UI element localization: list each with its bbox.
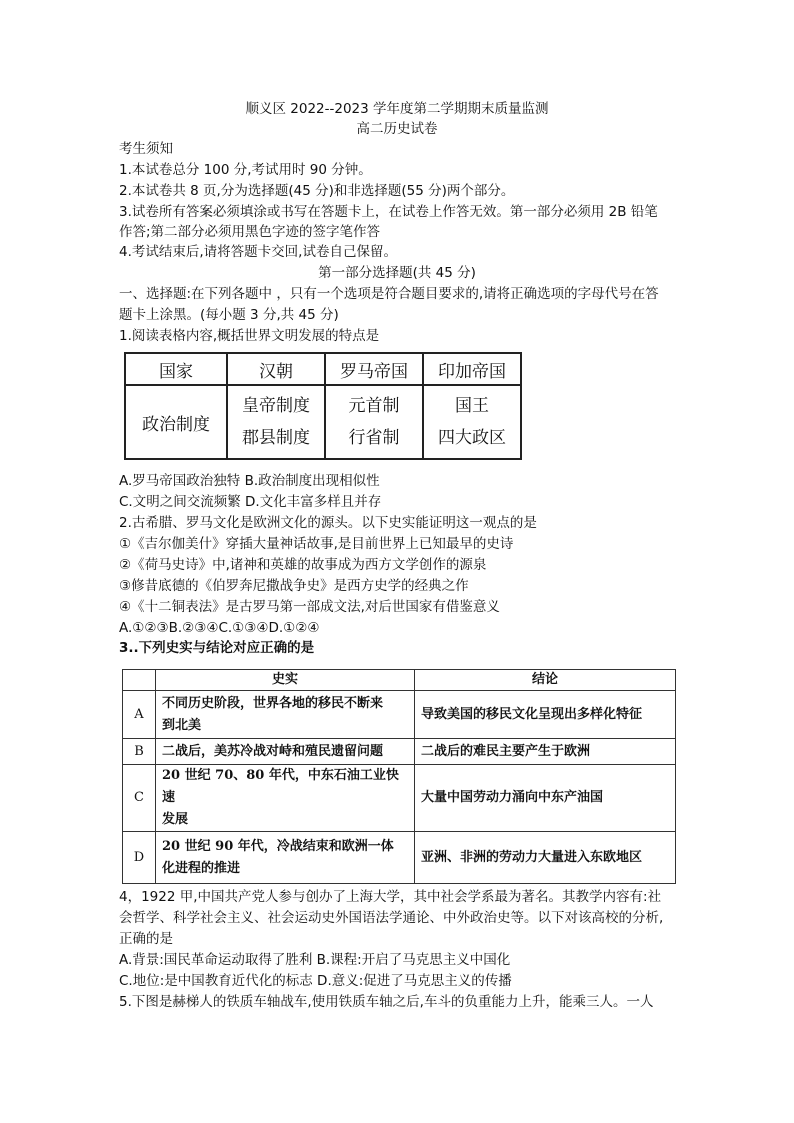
q4-options-2: C.地位:是中国教育近代化的标志 D.意义:促进了马克思主义的传播: [119, 973, 512, 989]
q2-stem: 2.古希腊、罗马文化是欧洲文化的源头。以下史实能证明这一观点的是: [119, 515, 537, 531]
q1-stem: 1.阅读表格内容,概括世界文明发展的特点是: [119, 328, 380, 344]
part1-instruction-1: 一、选择题:在下列各题中 ，只有一个选项是符合题目要求的,请将正确选项的字母代号在答: [119, 286, 659, 302]
q2-item-4: ④《十二铜表法》是古罗马第一部成文法,对后世国家有借鉴意义: [119, 599, 500, 615]
q1-rome-cell: [325, 385, 423, 459]
q1-table: [124, 352, 522, 460]
q3-row-c-fact-2: 发展: [162, 812, 189, 827]
q1-inca-system-2: 四大政区: [438, 428, 506, 448]
q3-row-d-fact: [156, 832, 415, 884]
q1-inca-cell: [423, 385, 521, 459]
q1-header-country: 国家: [125, 353, 227, 385]
q3-row-a-fact-1: 不同历史阶段，世界各地的移民不断来: [162, 695, 384, 711]
q1-header-rome: 罗马帝国: [325, 353, 423, 385]
q2-options: A.①②③B.②③④C.①③④D.①②④: [119, 620, 320, 636]
notice-item-1: 1.本试卷总分 100 分,考试用时 90 分钟。: [119, 162, 372, 178]
q3-row-b-key: B: [123, 739, 156, 765]
q1-rome-system-1: 元首制: [348, 396, 400, 416]
q3-row-d-fact-1: 20 世纪 90 年代，冷战结束和欧洲一体: [162, 838, 394, 854]
q3-row-d-key: D: [123, 832, 156, 884]
q3-row-c-fact: [156, 765, 415, 832]
notice-item-3-cont: 作答;第二部分必须用黑色字迹的签字笔作答: [119, 224, 381, 240]
part1-title: 第一部分选择题(共 45 分): [318, 265, 476, 281]
q3-row-a-fact: [156, 691, 415, 739]
notice-item-3: 3.试卷所有答案必须填涂或书写在答题卡上，在试卷上作答无效。第一部分必须用 2B 铅笔: [119, 204, 658, 220]
q1-header-inca: 印加帝国: [423, 353, 521, 385]
q1-inca-system-1: 国王: [455, 396, 489, 416]
q3-row-c-conclusion: 大量中国劳动力涌向中东产油国: [415, 765, 676, 832]
q1-header-han: 汉朝: [227, 353, 325, 385]
q3-row-b-fact: 二战后，美苏冷战对峙和殖民遗留问题: [156, 739, 415, 765]
q1-han-system-2: 郡县制度: [242, 428, 310, 448]
notice-item-2: 2.本试卷共 8 页,分为选择题(45 分)和非选择题(55 分)两个部分。: [119, 183, 515, 199]
q1-rome-system-2: 行省制: [348, 428, 400, 448]
q3-header-key: [123, 670, 156, 691]
q1-options-2: C.文明之间交流频繁 D.文化丰富多样且并存: [119, 494, 382, 510]
q3-header-conclusion: 结论: [415, 670, 676, 691]
q4-line-3: 正确的是: [119, 931, 173, 947]
q1-han-cell: [227, 385, 325, 459]
q2-item-1: ①《吉尔伽美什》穿插大量神话故事,是目前世界上已知最早的史诗: [119, 536, 514, 552]
exam-title: 顺义区 2022--2023 学年度第二学期期末质量监测: [245, 101, 549, 117]
q4-options-1: A.背景:国民革命运动取得了胜利 B.课程:开启了马克思主义中国化: [119, 952, 511, 968]
q3-row-c-fact-1: 20 世纪 70、80 年代，中东石油工业快速: [162, 768, 399, 805]
q5-line-1: 5.下图是赫梯人的铁质车轴战车,使用铁质车轴之后,车斗的负重能力上升，能乘三人。一人: [119, 994, 654, 1010]
q2-item-2: ②《荷马史诗》中,诸神和英雄的故事成为西方文学创作的源泉: [119, 557, 487, 573]
exam-subtitle: 高二历史试卷: [356, 121, 438, 137]
q3-table: [122, 669, 676, 884]
q3-row-d-fact-2: 化进程的推进: [162, 860, 241, 876]
q2-item-3: ③修昔底德的《伯罗奔尼撒战争史》是西方史学的经典之作: [119, 578, 469, 594]
q3-row-a-fact-2: 到北美: [162, 717, 202, 733]
q1-options-1: A.罗马帝国政治独特 B.政治制度出现相似性: [119, 473, 380, 489]
part1-instruction-2: 题卡上涂黑。(每小题 3 分,共 45 分): [119, 307, 339, 323]
q3-row-a-conclusion: 导致美国的移民文化呈现出多样化特征: [415, 691, 676, 739]
notice-heading: 考生须知: [119, 141, 173, 157]
q3-row-c-key: C: [123, 765, 156, 832]
q1-han-system-1: 皇帝制度: [242, 396, 310, 416]
q3-row-d-conclusion: 亚洲、非洲的劳动力大量进入东欧地区: [415, 832, 676, 884]
q3-header-fact: 史实: [156, 670, 415, 691]
q3-row-a-key: A: [123, 691, 156, 739]
notice-item-4: 4.考试结束后,请将答题卡交回,试卷自己保留。: [119, 244, 397, 260]
q3-row-b-conclusion: 二战后的难民主要产生于欧洲: [415, 739, 676, 765]
q1-row-label: 政治制度: [125, 385, 227, 459]
q3-stem: 3..下列史实与结论对应正确的是: [119, 640, 315, 656]
q4-line-2: 会哲学、科学社会主义、社会运动史外国语法学通论、中外政治史等。以下对该高校的分析,: [119, 910, 664, 926]
q4-line-1: 4，1922 甲,中国共产党人参与创办了上海大学，其中社会学系最为著名。其教学内容有:社: [119, 889, 662, 905]
